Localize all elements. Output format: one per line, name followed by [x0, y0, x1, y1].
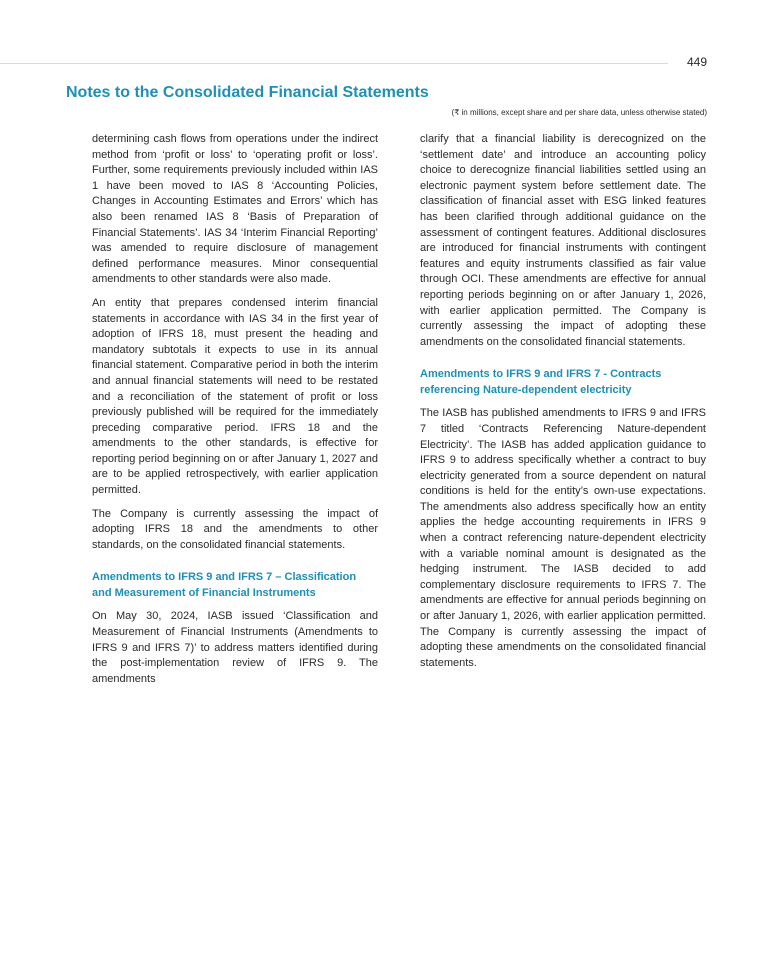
paragraph: determining cash flows from operations under the indirect method from ‘profit or loss’ to ‘operating profit or loss’. Further, some requirements previously included within IAS 1 have been moved to IAS 8 ‘Accounting Policies, Changes in Accounting Estimates and Errors’ which has also been renamed IAS 8 ‘Basis of Preparation of Financial Statements’. IAS 34 ‘Interim Financial Reporting’ was amended to require disclosure of management defined performance measures. Minor consequential amendments to other standards were also made.	[92, 133, 378, 286]
section-heading: Amendments to IFRS 9 and IFRS 7 – Classification and Measurement of Financial Instruments	[92, 571, 357, 600]
left-column	[92, 132, 378, 695]
paragraph: clarify that a financial liability is derecognized on the ‘settlement date’ and introduce an accounting policy choice to derecognize financial liabilities settled using an electronic payment system before settlement date. The classification of financial asset with ESG linked features has been clarified through additional guidance on the assessment of contingent features. Additional disclosures are introduced for financial instruments with contingent features and equity instruments classified as fair value through OCI. These amendments are effective for annual reporting periods beginning on or after January 1, 2026, with earlier application permitted. The Company is currently assessing the impact of adopting these amendments on the consolidated financial statements.	[420, 133, 706, 348]
paragraph: The IASB has published amendments to IFRS 9 and IFRS 7 titled ‘Contracts Referencing Nature-dependent Electricity’. The IASB has added application guidance to IFRS 9 to address specifically whether a contract to buy electricity generated from a source dependent on natural conditions is held for the entity’s own-use expectations. The amendments also address specifically how an entity applies the hedge accounting requirements in IFRS 9 when a contract referencing nature-dependent electricity with a variable nominal amount is designated as the hedging instrument. The IASB decided to add complementary disclosure requirements to IFRS 7. The amendments are effective for annual periods beginning on or after January 1, 2026, with earlier application permitted. The Company is currently assessing the impact of adopting these amendments on the consolidated financial statements.	[420, 407, 706, 669]
page-title: Notes to the Consolidated Financial Statements	[66, 84, 429, 101]
paragraph: An entity that prepares condensed interim financial statements in accordance with IAS 34 in the first year of adoption of IFRS 18, must present the heading and mandatory subtotals it expects to use in its annual financial statement. Comparative period in both the interim and annual financial statements will need to be restated and a reconciliation of the statement of profit or loss previously published will be required for the immediately preceding comparative period. IFRS 18 and the amendments to the other standards, is effective for reporting period beginning on or after January 1, 2027 and are to be applied retrospectively, with earlier application permitted.	[92, 296, 378, 497]
page-number: 449	[686, 55, 707, 69]
paragraph: The Company is currently assessing the impact of adopting IFRS 18 and the amendments to other standards, on the consolidated financial statements.	[92, 507, 378, 551]
units-note: (₹ in millions, except share and per share data, unless otherwise stated)	[451, 108, 707, 117]
header-rule	[0, 63, 668, 64]
right-column	[420, 132, 706, 679]
section-heading: Amendments to IFRS 9 and IFRS 7 - Contracts referencing Nature-dependent electricity	[420, 368, 662, 397]
paragraph: On May 30, 2024, IASB issued ‘Classification and Measurement of Financial Instruments (Amendments to IFRS 9 and IFRS 7)’ to address matters identified during the post-implementation review of IFRS 9. The amendments	[92, 610, 378, 685]
